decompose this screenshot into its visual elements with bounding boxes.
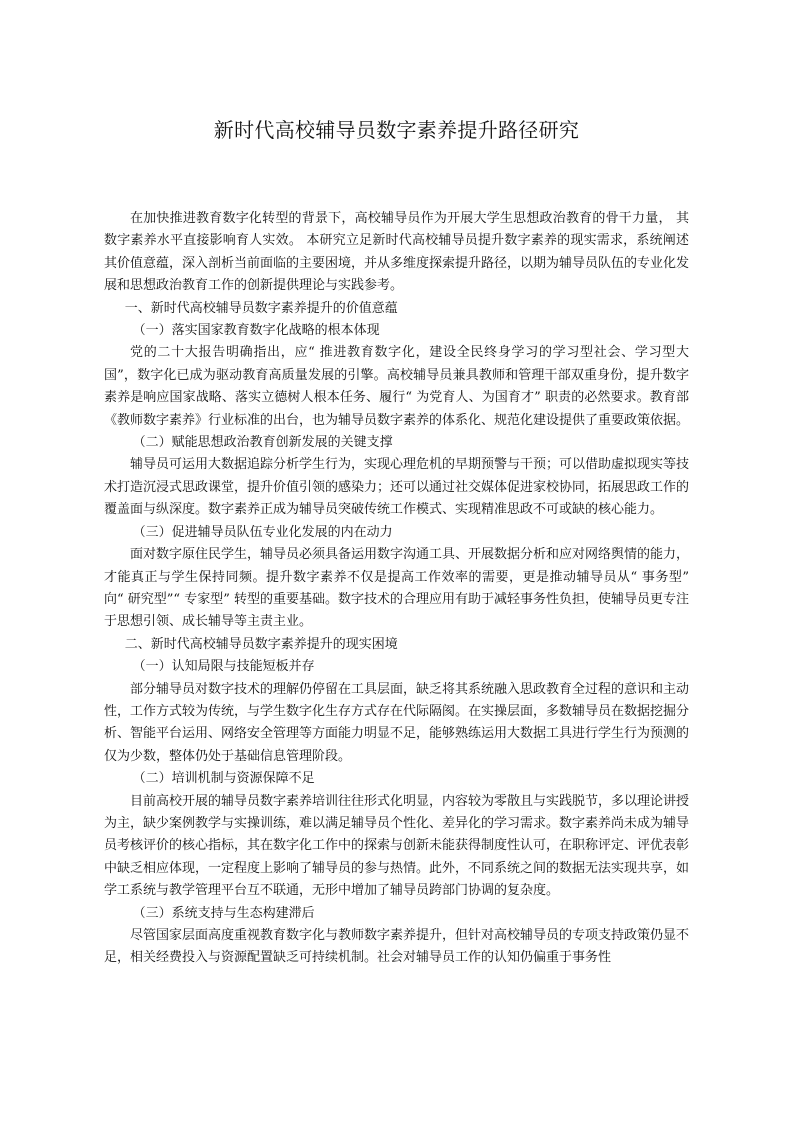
body-paragraph: 党的二十大报告明确指出，应“ 推进教育数字化，建设全民终身学习的学习型社会、学习型大国”，数字化已成为驱动教育高质量发展的引擎。高校辅导员兼具教师和管理干部双重身份，提升数字素养是响应国家战略、落实立德树人根本任务、履行“ 为党育人、为国育才” 职责的必然要求。教育部《教师数字素养》行业标准的出台，也为辅导员数字素养的体系化、规范化建设提供了重要政策依据。 [104, 345, 690, 428]
body-paragraph: 目前高校开展的辅导员数字素养培训往往形式化明显，内容较为零散且与实践脱节，多以理论讲授为主，缺少案例教学与实操训练，难以满足辅导员个性化、差异化的学习需求。数字素养尚未成为辅导员考核评价的核心指标，其在数字化工作中的探索与创新未能获得制度性认可，在职称评定、评优表彰中缺乏相应体现，一定程度上影响了辅导员的参与热情。此外，不同系统之间的数据无法实现共享，如学工系统与教学管理平台互不联通，无形中增加了辅导员跨部门协调的复杂度。 [104, 793, 690, 899]
subsection-heading: （二）赋能思想政治教育创新发展的关键支撑 [132, 435, 393, 451]
section-heading: 二、新时代高校辅导员数字素养提升的现实困境 [124, 636, 398, 652]
abstract-paragraph: 在加快推进教育数字化转型的背景下，高校辅导员作为开展大学生思想政治教育的骨干力量， 其数字素养水平直接影响育人实效。 本研究立足新时代高校辅导员提升数字素养的现实需求，系统阐述其价值意蕴，深入剖析当前面临的主要困境，并从多维度探索提升路径，以期为辅导员队伍的专业化发展和思想政治教育工作的创新提供理论与实践参考。 [104, 211, 690, 294]
subsection-heading: （一）认知局限与技能短板并存 [132, 659, 315, 675]
subsection-heading: （三）促进辅导员队伍专业化发展的内在动力 [132, 524, 393, 540]
body-paragraph: 部分辅导员对数字技术的理解仍停留在工具层面，缺乏将其系统融入思政教育全过程的意识和主动性，工作方式较为传统，与学生数字化生存方式存在代际隔阂。在实操层面，多数辅导员在数据挖掘分析、智能平台运用、网络安全管理等方面能力明显不足，能够熟练运用大数据工具进行学生行为预测的仅为少数，整体仍处于基础信息管理阶段。 [104, 681, 690, 764]
document-title: 新时代高校辅导员数字素养提升路径研究 [213, 118, 580, 142]
body-paragraph: 面对数字原住民学生，辅导员必须具备运用数字沟通工具、开展数据分析和应对网络舆情的能力，才能真正与学生保持同频。提升数字素养不仅是提高工作效率的需要，更是推动辅导员从“ 事务型” 向“ 研究型”“ 专家型” 转型的重要基础。数字技术的合理应用有助于减轻事务性负担，使辅导员更专注于思想引领、成长辅导等主责主业。 [104, 547, 690, 630]
subsection-heading: （二）培训机制与资源保障不足 [132, 771, 315, 787]
body-paragraph: 辅导员可运用大数据追踪分析学生行为，实现心理危机的早期预警与干预；可以借助虚拟现实等技术打造沉浸式思政课堂，提升价值引领的感染力；还可以通过社交媒体促进家校协同，拓展思政工作的覆盖面与纵深度。数字素养正成为辅导员突破传统工作模式、实现精准思政不可或缺的核心能力。 [104, 457, 690, 518]
document-body [104, 208, 689, 970]
subsection-heading: （一）落实国家教育数字化战略的根本体现 [132, 323, 380, 339]
section-heading: 一、新时代高校辅导员数字素养提升的价值意蕴 [124, 300, 398, 316]
subsection-heading: （三）系统支持与生态构建滞后 [132, 905, 315, 921]
body-paragraph: 尽管国家层面高度重视教育数字化与教师数字素养提升，但针对高校辅导员的专项支持政策仍显不足，相关经费投入与资源配置缺乏可持续机制。社会对辅导员工作的认知仍偏重于事务性 [104, 928, 690, 966]
